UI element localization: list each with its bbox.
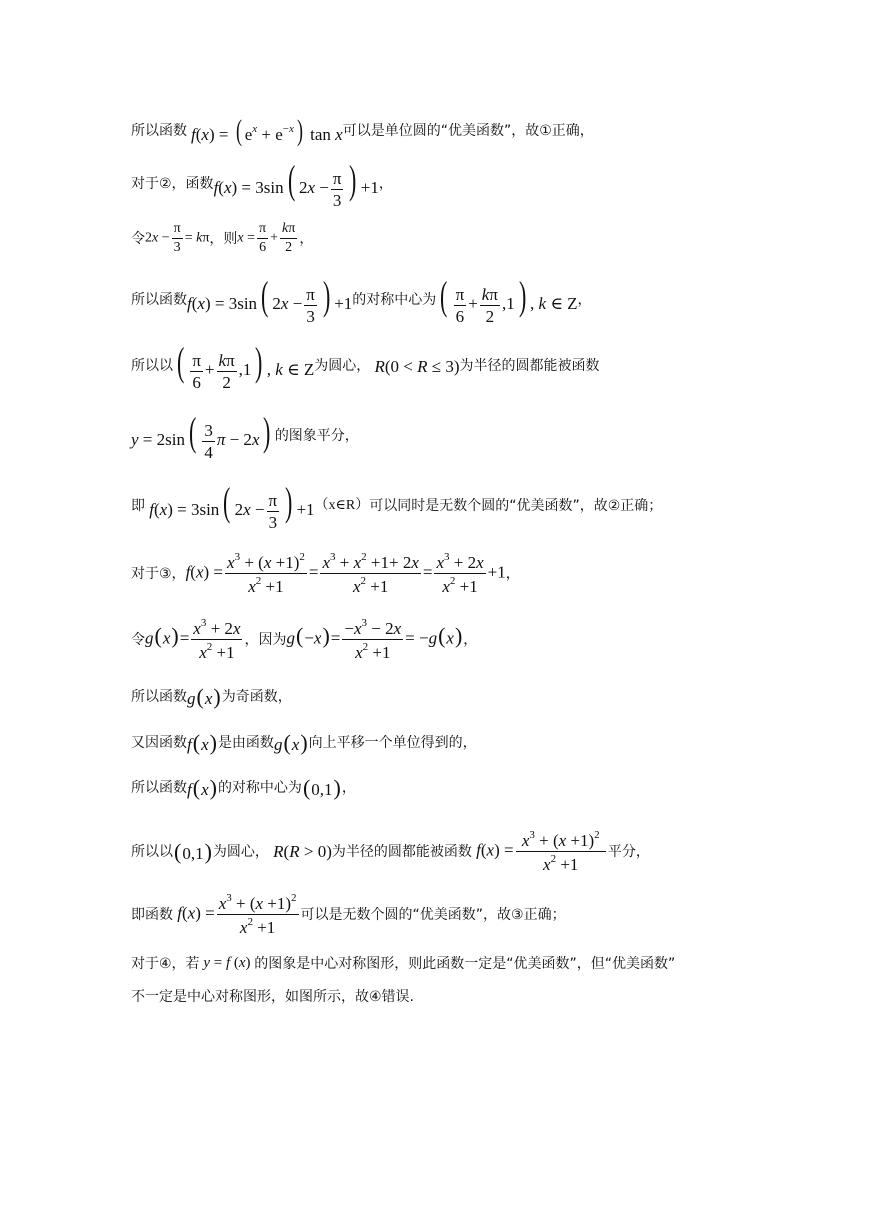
l10-prefix: 所以函数 — [131, 689, 187, 705]
l7-suffix: 可以同时是无数个圆的“优美函数”，故②正确； — [369, 498, 663, 515]
l14-prefix: 即函数 — [131, 906, 173, 923]
l9-mid: ，因为 — [244, 631, 287, 648]
l12-formula-1: f(x) — [187, 775, 217, 800]
line-3 — [131, 222, 829, 255]
l2-suffix: ， — [378, 176, 393, 193]
line-10 — [131, 686, 829, 708]
l13-mid-2: 为半径的圆都能被函数 — [331, 843, 472, 860]
l10-suffix: 为奇函数， — [221, 689, 292, 705]
l6-formula: y = 2sin( $\frac{3}{4}$ π − 2x) — [131, 409, 271, 462]
line-16 — [131, 990, 829, 1004]
l11-formula-1: f(x) — [187, 730, 217, 755]
l3-formula-1: 2x − $\frac{\pi}{3}$ = kπ — [145, 221, 210, 255]
l8-prefix: 对于③， — [131, 565, 186, 582]
l3-suffix: ， — [299, 230, 314, 247]
l13-formula-1: (0,1) — [174, 838, 212, 864]
l6-suffix: 的图象平分， — [274, 428, 359, 445]
line-14 — [131, 893, 829, 936]
l2-formula: f(x) = 3sin( 2x − $\frac{\pi}{3}$ ) +1 — [213, 157, 379, 210]
l1-prefix: 所以函数 — [131, 123, 187, 139]
l4-prefix: 所以函数 — [131, 292, 187, 309]
l15-formula: y = f (x) — [203, 955, 255, 971]
line-7 — [131, 479, 829, 532]
l3-formula-2: x = $\frac{\pi}{6}$ + $\frac{k\pi}{2}$ — [237, 221, 296, 255]
l5-suffix: 为半径的圆都能被函数 — [459, 358, 600, 375]
l5-radius: R(0 < R ≤ 3) — [374, 356, 460, 376]
l11-suffix: 向上平移一个单位得到的， — [308, 735, 477, 751]
line-15 — [131, 956, 829, 971]
l8-formula: f(x) = $\frac{x^3 + (x +1)^2}{x^2 +1}$ = $\frac{x^3 + x^2 +1+ 2x}{x^2 +1}$ = $\frac{x^3 + 2x}{x^2 +1}$ +1 — [185, 551, 506, 596]
line-6 — [131, 409, 829, 462]
l7-domain: （x∈R） — [314, 498, 370, 514]
l7-prefix: 即 — [131, 498, 145, 515]
l11-mid: 是由函数 — [217, 735, 274, 751]
l10-formula: g(x) — [187, 684, 221, 709]
line-9 — [131, 618, 829, 661]
l4-formula: f(x) = 3sin( 2x − $\frac{\pi}{3}$ ) +1 — [187, 273, 353, 326]
line-12 — [131, 777, 829, 799]
l12-formula-2: (0,1) — [302, 775, 341, 800]
l13-mid-1: 为圆心， — [212, 843, 269, 860]
line-2 — [131, 157, 829, 210]
l12-suffix: ， — [341, 780, 356, 796]
line-5 — [131, 339, 829, 392]
l13-formula-2: R(R > 0) — [273, 842, 332, 861]
l11-formula-2: g(x) — [273, 730, 308, 755]
l11-prefix: 又因函数 — [131, 735, 187, 751]
l3-mid: ，则 — [209, 230, 238, 247]
line-11 — [131, 732, 829, 754]
l9-formula-2: g(−x)= $\frac{-x^3 - 2x}{x^2 +1}$ = −g(x) — [286, 617, 463, 662]
l5-center: ( $\frac{\pi}{6}$ + $\frac{k\pi}{2}$ ,1) , k ∈ Z — [176, 339, 315, 392]
l13-suffix: 平分， — [607, 843, 650, 860]
l9-suffix: ， — [463, 631, 478, 648]
l5-mid: 为圆心， — [314, 358, 371, 375]
l4-mid: 的对称中心为 — [352, 292, 437, 309]
l12-prefix: 所以函数 — [131, 780, 187, 796]
l9-prefix: 令 — [131, 631, 145, 648]
l5-prefix: 所以以 — [131, 358, 173, 375]
l15-suffix: 的图象是中心对称图形，则此函数一定是“优美函数”，但“优美函数” — [254, 955, 676, 972]
l15-prefix: 对于④，若 — [131, 955, 200, 972]
l4-suffix: ， — [577, 292, 592, 309]
line-8 — [131, 552, 829, 595]
l1-suffix: 可以是单位圆的“优美函数”，故①正确， — [342, 123, 594, 139]
line-1 — [131, 116, 829, 146]
l14-suffix: 可以是无数个圆的“优美函数”，故③正确； — [300, 906, 566, 923]
line-4 — [131, 273, 829, 326]
l4-center: ( $\frac{\pi}{6}$ + $\frac{k\pi}{2}$ ,1) , k ∈ Z — [440, 273, 578, 326]
l2-prefix: 对于②，函数 — [131, 176, 214, 193]
l16-text: 不一定是中心对称图形，如图所示，故④错误. — [131, 989, 414, 1005]
l12-mid: 的对称中心为 — [217, 780, 302, 796]
l7-formula: f(x) = 3sin( 2x − $\frac{\pi}{3}$ ) +1 — [149, 479, 315, 532]
l3-prefix: 令 — [131, 230, 145, 247]
line-13 — [131, 830, 829, 873]
l8-suffix: ， — [505, 565, 520, 582]
l1-formula: f(x) = ( $e^x + e^{-x}$ ) tan x — [191, 114, 343, 147]
l9-formula-1: g(x)= $\frac{x^3 + 2x}{x^2 +1}$ — [145, 617, 241, 662]
l13-formula-3: f(x) = $\frac{x^3 + (x +1)^2}{x^2 +1}$ — [472, 830, 608, 873]
l13-prefix: 所以以 — [131, 843, 173, 860]
l14-formula: f(x) = $\frac{x^3 + (x +1)^2}{x^2 +1}$ — [177, 892, 297, 937]
